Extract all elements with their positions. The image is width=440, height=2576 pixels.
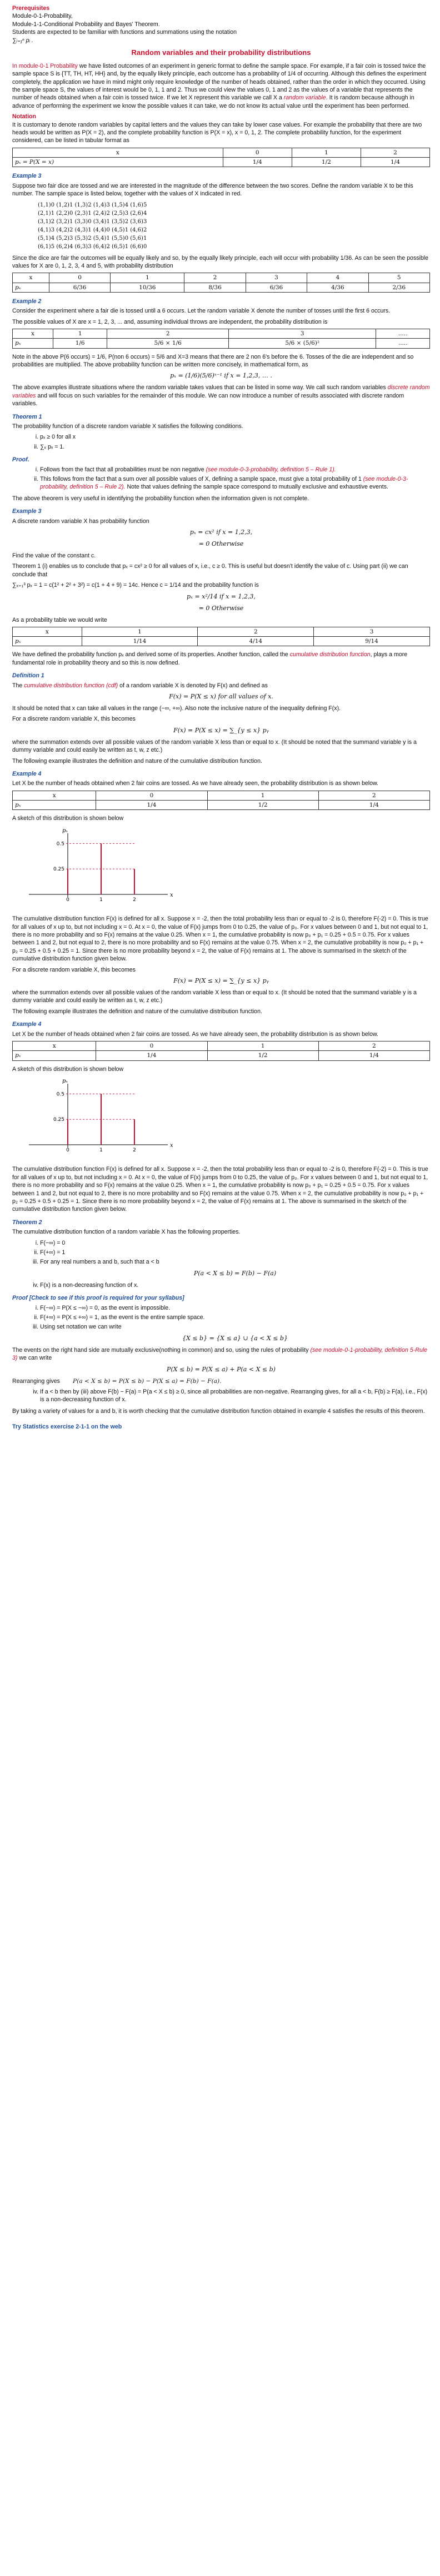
formula: F(x) = P(X ≤ x) = ∑_{y ≤ x} pᵧ xyxy=(173,977,269,984)
example-4-paragraph-5: The following example illustrates the definition and nature of the cumulative distribution function. xyxy=(12,1008,262,1015)
table-cell: x xyxy=(13,273,49,283)
definition-1-heading: Definition 1 xyxy=(12,672,44,680)
table-cell: 1/4 xyxy=(318,1051,429,1060)
table-cell: 1 xyxy=(82,627,198,636)
prereq-item: Module-1-1-Conditional Probability and Bayes' Theorem. xyxy=(12,21,160,28)
formula: F(x) = P(X ≤ x) for all values of x. xyxy=(169,693,273,701)
table-cell: 1/14 xyxy=(82,637,198,646)
example-3b-paragraph-5: As a probability table we would write xyxy=(12,616,107,623)
table-cell: 1 xyxy=(207,791,318,800)
example-4-paragraph-4: where the summation extends over all possible values of the random variable X less than or equal to x. (It should be noted that the summand variable y is a dummy variable and could easily be written as t, w, z etc.) xyxy=(12,989,417,1004)
list-item: i. F(−∞) = P(X ≤ −∞) = 0, as the event is impossible. xyxy=(40,1304,430,1312)
formula: F(x) = P(X ≤ x) = ∑_{y ≤ x} pᵧ xyxy=(173,726,269,734)
y-tick-label: 0.25 xyxy=(53,1117,64,1123)
list-item: iii. For any real numbers a and b, such that a < b P(a < X ≤ b) = F(b) − F(a) xyxy=(40,1258,430,1277)
table-cell: pₓ xyxy=(13,339,53,348)
example-2-heading: Example 2 xyxy=(12,298,42,305)
table-cell: 4/14 xyxy=(198,637,314,646)
theorem-1-heading: Theorem 1 xyxy=(12,413,42,420)
table-cell: 1/4 xyxy=(318,801,429,810)
example-2-paragraph-2: The possible values of X are x = 1, 2, 3, ... and, assuming individual throws are independent, the probability distribution is xyxy=(12,318,328,325)
sample-space-row: (1,1)0 (1,2)1 (1,3)2 (1,4)3 (1,5)4 (1,6)5 xyxy=(38,202,147,208)
table-cell: pₓ xyxy=(13,1051,96,1060)
x-tick-label: 2 xyxy=(133,897,136,903)
proof-2-list-cont xyxy=(12,1388,430,1404)
list-item: iii. Using set notation we can write {X ≤ b} = {X ≤ a} ∪ {a < X ≤ b} xyxy=(40,1323,430,1342)
distribution-table xyxy=(12,329,430,349)
term-cdf: cumulative distribution function (cdf) xyxy=(24,682,118,689)
x-axis-label: x xyxy=(170,1142,173,1149)
table-cell: 2/36 xyxy=(368,283,429,292)
example-2-paragraph-4: The above examples illustrate situations where the random variable takes values that can be listed in some way. We call such random variables discrete random variables and will focus on such variables for the remainder of this module. We can now introduce a number of results associated with discrete random variables. xyxy=(12,384,430,407)
example-3-paragraph-2: Since the dice are fair the outcomes will be equally likely and so, by the equally likely principle, each will occur with probability 1/36. As can be seen the possible values for X are 0, 1, 2, 3, 4 and 5, with probability distribution xyxy=(12,254,429,269)
table-cell: x xyxy=(13,329,53,339)
module-reference[interactable]: (see module-0-3-probability, definition 5 – Rule 2). xyxy=(40,476,408,491)
distribution-table xyxy=(12,273,430,293)
example-4b-heading: Example 4 xyxy=(12,1021,42,1028)
table-cell: x xyxy=(13,791,96,800)
table-cell: 4 xyxy=(307,273,368,283)
theorem-2-heading: Theorem 2 xyxy=(12,1219,42,1226)
distribution-chart xyxy=(12,825,179,908)
table-cell: 2 xyxy=(318,791,429,800)
table-cell: 1 xyxy=(53,329,107,339)
y-tick-label: 0.5 xyxy=(56,1091,64,1098)
theorem-1-paragraph: The probability function of a discrete random variable X satisfies the following conditions. xyxy=(12,423,243,430)
formula: = 0 Otherwise xyxy=(198,604,244,612)
table-cell: 1/2 xyxy=(207,801,318,810)
example-4-paragraph: Let X be the number of heads obtained when 2 fair coins are tossed. As we have already seen, the probability distribution is as shown below. xyxy=(12,780,378,787)
chart-container xyxy=(12,1075,430,1161)
formula: P(X ≤ b) = P(X ≤ a) + P(a < X ≤ b) xyxy=(167,1365,276,1373)
table-cell: 0 xyxy=(96,1041,207,1050)
module-reference[interactable]: (see module-0-1-probability, definition 5-Rule 3) xyxy=(12,1346,428,1362)
intro-paragraph: In module-0-1 Probability we have listed outcomes of an experiment in generic format to define the sample space. For example, if a fair coin is tossed twice the sample space S is {TT, TH, HT, HH} and, by the equally likely principle, each outcome has a probability of 1/4 of occurring. Although this defines the experiment completely, the application we have in mind might only require knowledge of the number of heads obtained, rather than the order in which they occurred. Using the sample space S, the values of interest would be 0, 1, 1 and 2. Thus we could view the values 0, 1 and 2 as the values of a variable that represents the number of heads obtained when a fair coin is tossed twice. If we let X represent this variable we call X a random variable. It is random because although in advance of performing the experiment we know the possible values it can take, we do not know its actual value until the experiment has been performed. xyxy=(12,62,427,109)
sketch-caption: A sketch of this distribution is shown below xyxy=(12,1065,124,1073)
definition-1-paragraph-2: It should be noted that x can take all values in the range (−∞, +∞). Also note the inclusive nature of the inequality defining F(x). xyxy=(12,705,341,712)
definition-1-paragraph-3: For a discrete random variable X, this becomes xyxy=(12,716,136,723)
example-4-paragraph-3: For a discrete random variable X, this becomes xyxy=(12,966,136,973)
list-item: iv. F(x) is a non-decreasing function of x. xyxy=(40,1281,430,1289)
notation-paragraph: It is customary to denote random variables by capital letters and the values they can take by lower case values. For example the probability that there are two heads would be written as P(X = 2), and the complete probability function is P(X = x), x = 0, 1, 2. The complete probability function, for the experiment considered, can be listed in tabular format as xyxy=(12,121,422,144)
table-cell: 2 xyxy=(184,273,246,283)
proof-list xyxy=(12,466,430,491)
table-cell: 1/2 xyxy=(292,158,361,167)
x-tick-label: 2 xyxy=(133,1147,136,1153)
table-cell: 1 xyxy=(111,273,184,283)
example-2-paragraph-3: Note in the above P(6 occurs) = 1/6, P(non 6 occurs) = 5/6 and X=3 means that there are 2 non 6's before the 6. Tosses of the die are independent and so probabilities are multiplied. The above probability function can be written more concisely, in mathematical form, as xyxy=(12,353,414,369)
table-cell: 1 xyxy=(207,1041,318,1050)
table-cell: x xyxy=(13,627,82,636)
prerequisites-block xyxy=(12,4,430,44)
table-cell: 2 xyxy=(198,627,314,636)
table-cell: 1/4 xyxy=(361,158,429,167)
sample-space-row: (4,1)3 (4,2)2 (4,3)1 (4,4)0 (4,5)1 (4,6)2 xyxy=(38,227,147,233)
table-cell: ..... xyxy=(376,329,430,339)
example-3b-paragraph-4: ∑ₓ₌₁³ pₓ = 1 = c(1² + 2² + 3²) = c(1 + 4 + 9) = 14c. Hence c = 1/14 and the probability function is xyxy=(12,582,259,589)
example-3b-paragraph-2: Find the value of the constant c. xyxy=(12,552,96,559)
proof-paragraph: The above theorem is very useful in identifying the probability function when the information given is not complete. xyxy=(12,495,309,502)
table-cell: 1/4 xyxy=(96,1051,207,1060)
sample-space-row: (2,1)1 (2,2)0 (2,3)1 (2,4)2 (2,5)3 (2,6)4 xyxy=(38,210,147,217)
prereq-title: Prerequisites xyxy=(12,5,50,12)
sketch-caption: A sketch of this distribution is shown below xyxy=(12,815,124,822)
page-title: Random variables and their probability distributions xyxy=(131,48,311,57)
list-item: i. pₓ ≥ 0 for all x xyxy=(40,433,430,441)
table-cell: pₓ xyxy=(13,283,49,292)
table-cell: 3 xyxy=(314,627,430,636)
list-item: iv. If a < b then by (iii) above F(b) − F(a) = P(a < X ≤ b) ≥ 0, since all probabilities are non-negative. Rearranging gives, for all a < b, F(b) ≥ F(a), i.e., F(x) is a non-decreasing function of x. xyxy=(40,1388,430,1404)
example-3b-paragraph-6: We have defined the probability function pₓ and derived some of its properties. Another function, called the cumulative distribution function, plays a more fundamental role in probability theory and so this is now defined. xyxy=(12,651,408,666)
proof-heading: Proof. xyxy=(12,456,29,464)
table-cell: 2 xyxy=(107,329,229,339)
table-cell: 8/36 xyxy=(184,283,246,292)
proof-2-paragraph-2: By taking a variety of values for a and b, it is worth checking that the cumulative distribution function obtained in example 4 satisfies the results of this theorem. xyxy=(12,1407,425,1415)
x-tick-label: 1 xyxy=(99,1147,103,1153)
table-cell: 3 xyxy=(229,329,376,339)
example-3b-heading: Example 3 xyxy=(12,508,42,515)
table-cell: 3 xyxy=(246,273,307,283)
list-item: ii. This follows from the fact that a sum over all possible values of X, defining a sample space, must give a total probability of 1 (see module-0-3-probability, definition 5 – Rule 2). Note that values defining the sample space correspond to mutually exclusive and exhaustive events. xyxy=(40,475,430,491)
formula: = 0 Otherwise xyxy=(198,540,244,548)
example-3b-paragraph-3: Theorem 1 (i) enables us to conclude that pₓ = cx² ≥ 0 for all values of x, i.e., c ≥ 0. This is useful but doesn't identify the value of c. Using part (ii) we can conclude that xyxy=(12,563,408,578)
probability-table xyxy=(12,148,430,168)
term-random-variable: random variable xyxy=(283,94,326,102)
formula: pₓ = x²/14 if x = 1,2,3, xyxy=(187,592,256,600)
definition-1-paragraph-4: where the summation extends over all possible values of the random variable X less than or equal to x. (It should be noted that the summand variable y is a dummy variable and could easily be written as t, w, z etc.) xyxy=(12,738,417,754)
prereq-text: Students are expected to be familiar with functions and summations using the notation xyxy=(12,29,237,36)
probability-table xyxy=(12,1041,430,1061)
table-cell: pₓ xyxy=(13,801,96,810)
y-tick-label: 0.5 xyxy=(56,841,64,847)
prereq-item: Module-0-1-Probability, xyxy=(12,13,73,20)
x-tick-label: 0 xyxy=(66,1147,69,1153)
y-axis-label: pₓ xyxy=(62,827,68,834)
example-4b-paragraph: Let X be the number of heads obtained when 2 fair coins are tossed. As we have already seen, the probability distribution is as shown below. xyxy=(12,1030,378,1038)
theorem-1-list xyxy=(12,433,430,451)
table-cell: 0 xyxy=(223,148,292,157)
probability-table xyxy=(12,791,430,811)
table-cell: 5 xyxy=(368,273,429,283)
y-axis-label: pₓ xyxy=(62,1078,68,1084)
proof-2-rearranging: Rearranging gives P(a < X ≤ b) = P(X ≤ b) − P(X ≤ a) = F(b) − F(a). xyxy=(12,1377,222,1385)
formula: {X ≤ b} = {X ≤ a} ∪ {a < X ≤ b} xyxy=(182,1334,288,1342)
table-cell: 5/6 × 1/6 xyxy=(107,339,229,348)
table-cell: 10/36 xyxy=(111,283,184,292)
term-discrete-rv: discrete random variables xyxy=(12,384,430,399)
sample-space-list xyxy=(38,201,430,251)
example-4b-paragraph-2: The cumulative distribution function F(x) is defined for all x. Suppose x = -2, then the total probability less than or equal to -2 is 0, therefore F(-2) = 0. This is true for all values of x up to, but not including x = 0. At x = 0, the value of F(x) jumps from 0 to 0.25, the value of p₀. For x values between 0 and 1, but not equal to 1, there is no more probability and so F(x) remains at the value 0.25. When x = 1, the cumulative probability is now p₀ + p₁ = 0.25 + 0.5 = 0.75. For x values between 1 and 2, but not equal to 2, there is no more probability and so F(x) remains at the value 0.75. When x = 2, the cumulative probability is now p₀ + p₁ + p₂ = 0.25 + 0.5 + 0.25 = 1. Since there is no more probability beyond x = 2, the value of F(x) remains at 1. The above is summarised in the sketch of the cumulative distribution function given below. xyxy=(12,1166,428,1213)
x-tick-label: 1 xyxy=(99,897,103,903)
table-cell: 9/14 xyxy=(314,637,430,646)
proof-2-list xyxy=(12,1304,430,1343)
module-link[interactable]: In module-0-1 Probability xyxy=(12,62,78,69)
chart-container xyxy=(12,825,430,910)
sample-space-row: (3,1)2 (3,2)1 (3,3)0 (3,4)1 (3,5)2 (3,6)3 xyxy=(38,218,147,225)
formula: pₓ = cx² if x = 1,2,3, xyxy=(189,529,253,536)
sample-space-row: (6,1)5 (6,2)4 (6,3)3 (6,4)2 (6,5)1 (6,6)0 xyxy=(38,243,147,250)
table-cell: 6/36 xyxy=(246,283,307,292)
proof-2-paragraph: The events on the right hand side are mutually exclusive(nothing in common) and so, using the rules of probability (see module-0-1-probability, definition 5-Rule 3) we can write xyxy=(12,1346,428,1362)
table-cell: 4/36 xyxy=(307,283,368,292)
example-2-paragraph: Consider the experiment where a fair die is tossed until a 6 occurs. Let the random variable X denote the number of tosses until the first 6 occurs. xyxy=(12,308,391,315)
table-cell: pₓ xyxy=(13,637,82,646)
table-cell: 2 xyxy=(318,1041,429,1050)
list-item: i. Follows from the fact that all probabilities must be non negative (see module-0-3-probability, definition 5 – Rule 1). xyxy=(40,466,430,474)
definition-1-paragraph: The cumulative distribution function (cdf) of a random variable X is denoted by F(x) and defined as xyxy=(12,682,268,689)
sample-space-row: (5,1)4 (5,2)3 (5,3)2 (5,4)1 (5,5)0 (5,6)1 xyxy=(38,235,147,242)
table-cell: 0 xyxy=(96,791,207,800)
probability-table xyxy=(12,627,430,647)
theorem-2-paragraph: The cumulative distribution function of a random variable X has the following properties. xyxy=(12,1229,241,1236)
table-cell: x xyxy=(13,148,223,157)
table-cell: 0 xyxy=(49,273,110,283)
prereq-sum: ∑ᵢ₌₁ⁿ pᵢ . xyxy=(12,37,33,44)
list-item: ii. ∑ₓ pₓ = 1. xyxy=(40,443,430,451)
example-3-paragraph: Suppose two fair dice are tossed and we are interested in the magnitude of the difference between the two scores. Define the random variable X to be this number. The sample space is listed below, together with the values of X indicated in red. xyxy=(12,182,413,198)
distribution-chart xyxy=(12,1075,179,1159)
list-item: ii. F(+∞) = 1 xyxy=(40,1249,430,1256)
theorem-2-list xyxy=(12,1239,430,1290)
table-cell: x xyxy=(13,1041,96,1050)
example-4-heading: Example 4 xyxy=(12,771,42,777)
formula: P(a < X ≤ b) = F(b) − F(a) xyxy=(193,1269,277,1277)
formula: pₓ = (1/6)(5/6)ˣ⁻¹ if x = 1,2,3, … . xyxy=(170,372,272,380)
list-item: ii. F(+∞) = P(X ≤ +∞) = 1, as the event is the entire sample space. xyxy=(40,1314,430,1321)
x-axis-label: x xyxy=(170,892,173,898)
example-3b-paragraph: A discrete random variable X has probability function xyxy=(12,517,149,525)
x-tick-label: 0 xyxy=(66,897,69,903)
table-cell: 1 xyxy=(292,148,361,157)
example-4-paragraph-2: The cumulative distribution function F(x) is defined for all x. Suppose x = -2, then the total probability less than or equal to -2 is 0, therefore F(-2) = 0. This is true for all values of x up to, but not including x = 0. At x = 0, the value of F(x) jumps from 0 to 0.25, the value of p₀. For x values between 0 and 1, but not equal to 1, there is no more probability and so F(x) remains at the value 0.25. When x = 1, the cumulative probability is now p₀ + p₁ = 0.25 + 0.5 = 0.75. For x values between 1 and 2, but not equal to 2, there is no more probability and so F(x) remains at the value 0.75. When x = 2, the cumulative probability is now p₀ + p₁ + p₂ = 0.25 + 0.5 + 0.25 = 1. Since there is no more probability beyond x = 2, the value of F(x) remains at 1. The above is summarised in the sketch of the cumulative distribution function given below. xyxy=(12,915,428,963)
table-cell: 1/4 xyxy=(223,158,292,167)
table-cell: 1/2 xyxy=(207,1051,318,1060)
term-cdf: cumulative distribution function xyxy=(289,651,371,658)
definition-1-paragraph-5: The following example illustrates the definition and nature of the cumulative distribution function. xyxy=(12,757,262,764)
module-reference[interactable]: (see module-0-3-probability, definition 5 – Rule 1). xyxy=(206,466,336,473)
table-cell: 2 xyxy=(361,148,429,157)
table-cell: 1/4 xyxy=(96,801,207,810)
table-cell: 1/6 xyxy=(53,339,107,348)
exercise-link[interactable]: Try Statistics exercise 2-1-1 on the web xyxy=(12,1423,122,1431)
table-cell: 5/6 × (5/6)² xyxy=(229,339,376,348)
table-cell: pₓ = P(X = x) xyxy=(13,158,223,167)
proof-2-heading: Proof [Check to see if this proof is required for your syllabus] xyxy=(12,1295,184,1302)
table-cell: ..... xyxy=(376,339,430,348)
table-cell: 6/36 xyxy=(49,283,110,292)
example-3-heading: Example 3 xyxy=(12,173,42,180)
y-tick-label: 0.25 xyxy=(53,866,64,872)
list-item: i. F(−∞) = 0 xyxy=(40,1239,430,1247)
formula: P(a < X ≤ b) = P(X ≤ b) − P(X ≤ a) = F(b) − F(a). xyxy=(72,1377,222,1385)
notation-heading: Notation xyxy=(12,113,36,120)
